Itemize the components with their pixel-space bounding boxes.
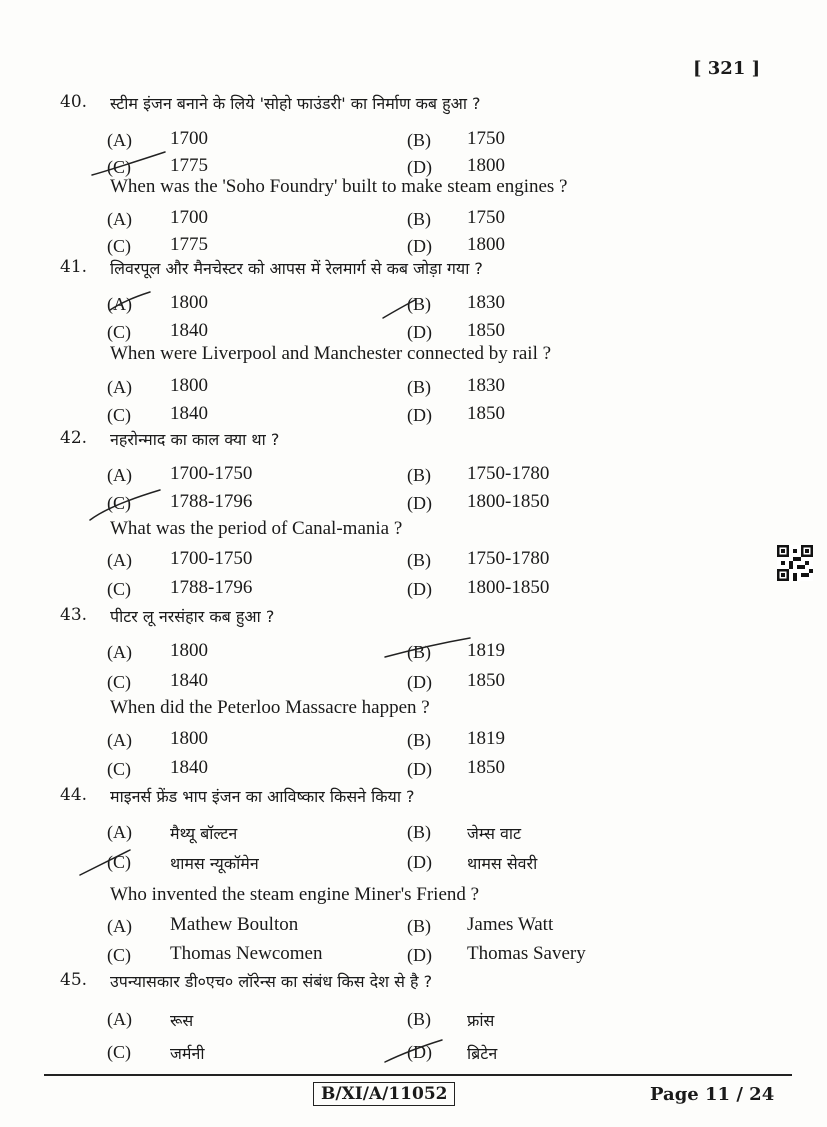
option-label: (C) <box>107 322 131 342</box>
question-text-hindi: स्टीम इंजन बनाने के लिये 'सोहो फाउंडरी' का निर्माण कब हुआ ? <box>110 94 481 113</box>
option-value-english: 1830 <box>467 375 505 396</box>
option-label: (D) <box>407 157 432 177</box>
option-label: (C) <box>107 405 131 425</box>
option-value-english: 1800-1850 <box>467 577 550 598</box>
footer-rule <box>44 1074 792 1076</box>
tick-mark <box>383 300 415 318</box>
option-label: (C) <box>107 579 131 599</box>
option-label: (B) <box>407 377 431 397</box>
option-value-english: James Watt <box>467 914 554 935</box>
option-label: (A) <box>107 465 132 485</box>
option-value-hindi: 1750-1780 <box>467 463 550 484</box>
option-label: (A) <box>107 916 132 936</box>
option-label: (B) <box>407 550 431 570</box>
option-label: (D) <box>407 945 432 965</box>
option-label: (D) <box>407 672 432 692</box>
question-number: 43. <box>60 605 88 625</box>
option-label: (D) <box>407 405 432 425</box>
option-label: (A) <box>107 377 132 397</box>
option-value-english: Thomas Savery <box>467 943 586 964</box>
option-value-english: 1800 <box>170 728 208 749</box>
option-value-hindi: रूस <box>170 1011 194 1030</box>
option-label: (B) <box>407 209 431 229</box>
option-label: (C) <box>107 157 131 177</box>
question-number: 42. <box>60 428 88 448</box>
option-value-english: 1800 <box>467 234 505 255</box>
option-value-hindi: 1750 <box>467 128 505 149</box>
option-value-english: 1840 <box>170 757 208 778</box>
option-value-english: 1775 <box>170 234 208 255</box>
option-label: (C) <box>107 1042 131 1062</box>
option-value-english: 1850 <box>467 403 505 424</box>
question-number: 40. <box>60 92 88 112</box>
option-value-hindi: 1775 <box>170 155 208 176</box>
option-label: (A) <box>107 1009 132 1029</box>
tick-mark <box>80 850 130 875</box>
option-label: (D) <box>407 579 432 599</box>
page-counter: Page 11 / 24 <box>650 1084 775 1105</box>
option-label: (A) <box>107 642 132 662</box>
option-label: (D) <box>407 236 432 256</box>
option-value-hindi: 1700-1750 <box>170 463 253 484</box>
option-value-hindi: 1830 <box>467 292 505 313</box>
option-value-english: 1700-1750 <box>170 548 253 569</box>
tick-mark <box>92 152 165 175</box>
option-value-hindi: 1800 <box>467 155 505 176</box>
option-value-hindi: थामस न्यूकॉमेन <box>170 854 259 873</box>
option-label: (B) <box>407 822 431 842</box>
option-value-english: 1788-1796 <box>170 577 253 598</box>
option-value-hindi: मैथ्यू बॉल्टन <box>170 824 238 843</box>
option-label: (C) <box>107 493 131 513</box>
option-label: (A) <box>107 209 132 229</box>
option-label: (A) <box>107 730 132 750</box>
option-value-hindi: जर्मनी <box>170 1044 205 1063</box>
option-value-english: 1750-1780 <box>467 548 550 569</box>
option-label: (B) <box>407 642 431 662</box>
option-label: (A) <box>107 550 132 570</box>
option-label: (B) <box>407 294 431 314</box>
option-label: (C) <box>107 852 131 872</box>
option-label: (D) <box>407 759 432 779</box>
option-value-hindi: 1800 <box>170 640 208 661</box>
question-text-hindi: उपन्यासकार डी०एच० लॉरेन्स का संबंध किस देश से है ? <box>110 972 433 991</box>
option-value-hindi: फ्रांस <box>467 1011 495 1030</box>
option-value-hindi: 1850 <box>467 320 505 341</box>
option-label: (A) <box>107 294 132 314</box>
option-value-hindi: थामस सेवरी <box>467 854 538 873</box>
option-value-hindi: 1819 <box>467 640 505 661</box>
option-value-english: 1800 <box>170 375 208 396</box>
option-value-hindi: 1850 <box>467 670 505 691</box>
option-label: (D) <box>407 852 432 872</box>
question-text-english: When did the Peterloo Massacre happen ? <box>110 697 430 718</box>
option-label: (B) <box>407 130 431 150</box>
page-number: [ 321 ] <box>693 58 761 79</box>
question-number: 41. <box>60 257 88 277</box>
option-value-hindi: 1800 <box>170 292 208 313</box>
question-text-english: What was the period of Canal-mania ? <box>110 518 403 539</box>
option-value-hindi: ब्रिटेन <box>467 1044 498 1063</box>
option-label: (B) <box>407 1009 431 1029</box>
option-label: (D) <box>407 1042 432 1062</box>
option-value-hindi: 1840 <box>170 320 208 341</box>
tick-mark <box>385 638 470 657</box>
paper-code: B/XI/A/11052 <box>313 1082 455 1106</box>
option-value-english: 1840 <box>170 403 208 424</box>
option-value-english: Thomas Newcomen <box>170 943 323 964</box>
option-label: (C) <box>107 945 131 965</box>
option-label: (C) <box>107 672 131 692</box>
option-value-english: 1819 <box>467 728 505 749</box>
question-text-hindi: लिवरपूल और मैनचेस्टर को आपस में रेलमार्ग से कब जोड़ा गया ? <box>110 259 483 278</box>
tick-mark <box>90 490 160 520</box>
option-label: (D) <box>407 493 432 513</box>
tick-mark <box>110 292 150 310</box>
question-text-hindi: पीटर लू नरसंहार कब हुआ ? <box>110 607 275 626</box>
tick-mark <box>385 1040 442 1062</box>
option-label: (C) <box>107 236 131 256</box>
option-value-hindi: 1840 <box>170 670 208 691</box>
option-value-hindi: जेम्स वाट <box>467 824 522 843</box>
option-value-english: 1750 <box>467 207 505 228</box>
question-number: 45. <box>60 970 88 990</box>
option-label: (A) <box>107 130 132 150</box>
option-value-english: Mathew Boulton <box>170 914 299 935</box>
question-text-english: When was the 'Soho Foundry' built to make steam engines ? <box>110 176 568 197</box>
option-label: (B) <box>407 730 431 750</box>
option-value-english: 1700 <box>170 207 208 228</box>
option-label: (D) <box>407 322 432 342</box>
option-value-hindi: 1800-1850 <box>467 491 550 512</box>
question-number: 44. <box>60 785 88 805</box>
option-value-hindi: 1700 <box>170 128 208 149</box>
question-text-hindi: नहरोन्माद का काल क्या था ? <box>110 430 280 449</box>
option-value-hindi: 1788-1796 <box>170 491 253 512</box>
option-label: (B) <box>407 916 431 936</box>
question-text-hindi: माइनर्स फ्रेंड भाप इंजन का आविष्कार किसने किया ? <box>110 787 415 806</box>
question-text-english: Who invented the steam engine Miner's Friend ? <box>110 884 480 905</box>
option-label: (A) <box>107 822 132 842</box>
option-label: (C) <box>107 759 131 779</box>
option-label: (B) <box>407 465 431 485</box>
option-value-english: 1850 <box>467 757 505 778</box>
question-text-english: When were Liverpool and Manchester connected by rail ? <box>110 343 552 364</box>
